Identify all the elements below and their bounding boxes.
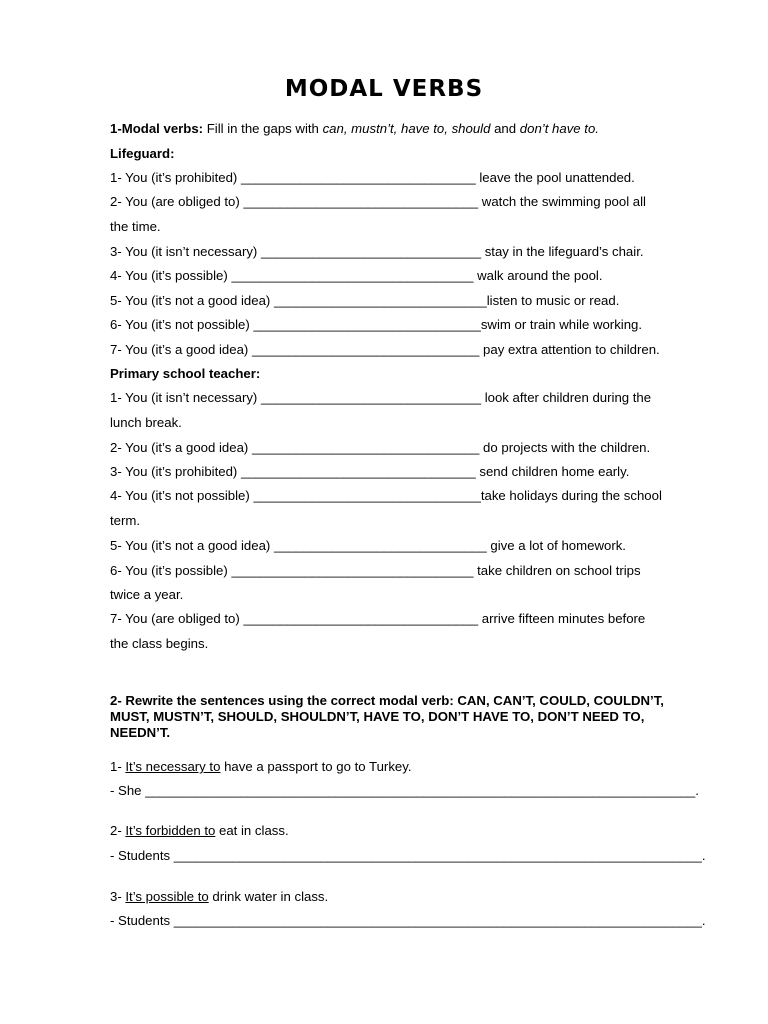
answer-blank[interactable]: _______________________________ bbox=[253, 317, 481, 332]
rewrite-sentence: 1- It’s necessary to have a passport to go to Turkey. bbox=[110, 759, 412, 774]
lifeguard-line: 6- You (it’s not possible) _______________________________swim or train while working. bbox=[110, 317, 643, 332]
answer-blank[interactable]: ________________________________ bbox=[240, 464, 476, 479]
lifeguard-line: 1- You (it’s prohibited) ________________________________ leave the pool unattended. bbox=[110, 170, 635, 185]
lifeguard-line: 2- You (are obliged to) ________________________________ watch the swimming pool all bbox=[110, 194, 646, 209]
answer-blank[interactable]: ________________________________________________________________________ bbox=[173, 848, 702, 863]
teacher-line: term. bbox=[110, 513, 141, 528]
answer-blank[interactable]: ________________________________ bbox=[240, 170, 476, 185]
teacher-line: 3- You (it’s prohibited) ________________________________ send children home early. bbox=[110, 464, 630, 479]
rewrite-sentence: 2- It’s forbidden to eat in class. bbox=[110, 823, 289, 838]
answer-blank[interactable]: ________________________________ bbox=[243, 611, 479, 626]
rewrite-answer: - Students ________________________________________________________________________. bbox=[110, 848, 706, 863]
instr-last: don’t have to. bbox=[519, 121, 599, 136]
answer-blank[interactable]: _______________________________ bbox=[253, 488, 481, 503]
teacher-line: 6- You (it’s possible) _________________________________ take children on school trips bbox=[110, 563, 641, 578]
instr-words: can, mustn’t, have to, should bbox=[322, 121, 491, 136]
teacher-heading: Primary school teacher: bbox=[110, 366, 261, 381]
lifeguard-line: 7- You (it’s a good idea) _______________________________ pay extra attention to children. bbox=[110, 342, 660, 357]
rewrite-sentence: 3- It’s possible to drink water in class. bbox=[110, 889, 329, 904]
answer-blank[interactable]: ________________________________________________________________________ bbox=[173, 913, 702, 928]
lifeguard-line: the time. bbox=[110, 219, 161, 234]
answer-blank[interactable]: _______________________________ bbox=[252, 342, 480, 357]
teacher-line: twice a year. bbox=[110, 587, 184, 602]
answer-blank[interactable]: ________________________________ bbox=[243, 194, 479, 209]
answer-blank[interactable]: _______________________________ bbox=[252, 440, 480, 455]
answer-blank[interactable]: _____________________________ bbox=[274, 538, 487, 553]
lifeguard-heading: Lifeguard: bbox=[110, 146, 175, 161]
teacher-line: 4- You (it’s not possible) _______________________________take holidays during the school bbox=[110, 488, 662, 503]
teacher-line: 2- You (it’s a good idea) _______________________________ do projects with the children. bbox=[110, 440, 651, 455]
section2-heading: 2- Rewrite the sentences using the correct modal verb: CAN, CAN’T, COULD, COULDN’T, MUST, MUSTN’T, SHOULD, SHOULDN’T, HAVE TO, DON’T HAVE TO, DON’T NEED TO, NEEDN’T. bbox=[110, 693, 664, 740]
lifeguard-line: 5- You (it’s not a good idea) _____________________________listen to music or read. bbox=[110, 293, 620, 308]
lifeguard-line: 4- You (it’s possible) _________________________________ walk around the pool. bbox=[110, 268, 603, 283]
answer-blank[interactable]: _________________________________ bbox=[231, 268, 474, 283]
answer-blank[interactable]: ______________________________ bbox=[261, 390, 482, 405]
section1-heading: 1-Modal verbs: bbox=[110, 121, 204, 136]
page-title: MODAL VERBS bbox=[284, 76, 484, 102]
answer-blank[interactable]: ___________________________________________________________________________ bbox=[145, 783, 696, 798]
lifeguard-line: 3- You (it isn’t necessary) ______________________________ stay in the lifeguard’s chair. bbox=[110, 244, 644, 259]
instr-and: and bbox=[490, 121, 520, 136]
rewrite-answer: - She ___________________________________________________________________________. bbox=[110, 783, 699, 798]
teacher-line: lunch break. bbox=[110, 415, 182, 430]
answer-blank[interactable]: ______________________________ bbox=[261, 244, 482, 259]
teacher-line: 1- You (it isn’t necessary) ______________________________ look after children during the bbox=[110, 390, 652, 405]
rewrite-answer: - Students ________________________________________________________________________. bbox=[110, 913, 706, 928]
section1-instructions bbox=[110, 121, 599, 137]
teacher-line: 7- You (are obliged to) ________________________________ arrive fifteen minutes before bbox=[110, 611, 646, 626]
instr-pre: Fill in the gaps with bbox=[203, 121, 323, 136]
answer-blank[interactable]: _____________________________ bbox=[274, 293, 487, 308]
teacher-line: 5- You (it’s not a good idea) _____________________________ give a lot of homework. bbox=[110, 538, 626, 553]
answer-blank[interactable]: _________________________________ bbox=[231, 563, 474, 578]
teacher-line: the class begins. bbox=[110, 636, 209, 651]
